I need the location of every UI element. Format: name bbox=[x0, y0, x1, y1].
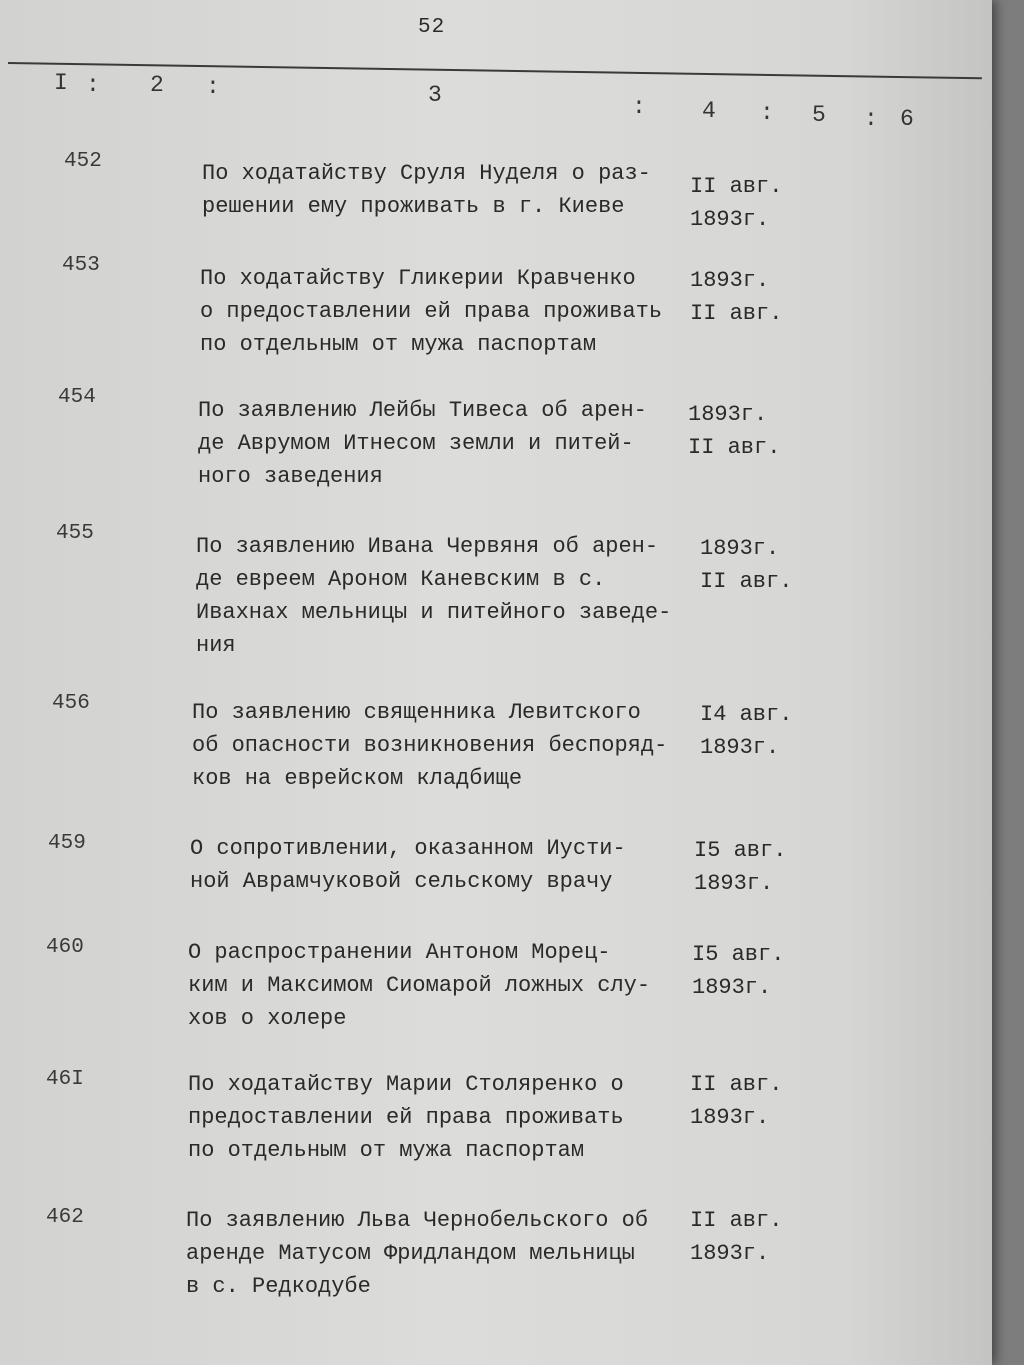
entry-date bbox=[688, 398, 798, 464]
entry-title-line: об опасности возникновения беспоряд- bbox=[192, 733, 668, 758]
entry-date-line: I5 авг. bbox=[694, 838, 787, 863]
entry-title bbox=[202, 157, 702, 223]
entry-date bbox=[700, 698, 810, 764]
entry-date-line: II авг. bbox=[690, 174, 783, 199]
column-separator: : bbox=[760, 100, 774, 126]
entry-title bbox=[188, 936, 688, 1035]
entry-title-line: ного заведения bbox=[198, 464, 383, 489]
entry-number: 452 bbox=[64, 150, 102, 173]
entry-date-line: 1893г. bbox=[690, 268, 770, 293]
column-header-3: 3 bbox=[428, 82, 442, 108]
entry-title-line: ной Аврамчуковой сельскому врачу bbox=[190, 869, 613, 894]
entry-title-line: в с. Редкодубе bbox=[186, 1274, 371, 1299]
entry-number: 459 bbox=[48, 832, 86, 855]
entry-date-line: II авг. bbox=[688, 435, 781, 460]
entry-title-line: по отдельным от мужа паспортам bbox=[188, 1138, 585, 1163]
column-separator: : bbox=[206, 74, 220, 100]
column-header-1: I bbox=[54, 70, 68, 96]
column-header-6: 6 bbox=[900, 106, 914, 132]
column-separator: : bbox=[86, 72, 100, 98]
entry-number: 453 bbox=[62, 254, 100, 277]
column-header-2: 2 bbox=[150, 72, 164, 98]
entry-title-line: По заявлению Ивана Червяня об арен- bbox=[196, 534, 659, 559]
entry-date-line: 1893г. bbox=[690, 1105, 770, 1130]
entry-title-line: По ходатайству Марии Столяренко о bbox=[188, 1072, 624, 1097]
entry-title bbox=[198, 394, 698, 493]
entry-number: 456 bbox=[52, 692, 90, 715]
entry-date bbox=[690, 264, 800, 330]
entry-title-line: решении ему проживать в г. Киеве bbox=[202, 194, 625, 219]
column-separator: : bbox=[632, 94, 646, 120]
entry-title bbox=[186, 1204, 686, 1303]
entry-date-line: I5 авг. bbox=[692, 942, 785, 967]
entry-title-line: ния bbox=[196, 633, 236, 658]
entry-date-line: 1893г. bbox=[700, 536, 780, 561]
entry-date-line: 1893г. bbox=[694, 871, 774, 896]
column-header-5: 5 bbox=[812, 102, 826, 128]
entry-title-line: По заявлению Льва Чернобельского об bbox=[186, 1208, 649, 1233]
column-header-4: 4 bbox=[702, 98, 716, 124]
entry-title-line: ков на еврейском кладбище bbox=[192, 766, 523, 791]
entry-title-line: По ходатайству Гликерии Кравченко bbox=[200, 266, 636, 291]
entry-date bbox=[700, 532, 810, 598]
entry-title bbox=[196, 530, 696, 662]
entry-date bbox=[692, 938, 802, 1004]
entry-date-line: 1893г. bbox=[688, 402, 768, 427]
entry-date bbox=[690, 170, 800, 236]
entry-number: 462 bbox=[46, 1206, 84, 1229]
entry-title-line: О распространении Антоном Морец- bbox=[188, 940, 611, 965]
entry-title bbox=[200, 262, 700, 361]
entry-title bbox=[190, 832, 690, 898]
entry-title-line: хов о холере bbox=[188, 1006, 347, 1031]
entry-title-line: де Аврумом Итнесом земли и питей- bbox=[198, 431, 634, 456]
page-number: 52 bbox=[418, 16, 446, 39]
entry-title-line: По заявлению Лейбы Тивеса об арен- bbox=[198, 398, 647, 423]
entry-title-line: о предоставлении ей права проживать bbox=[200, 299, 663, 324]
entry-date bbox=[690, 1068, 800, 1134]
entry-date-line: II авг. bbox=[690, 301, 783, 326]
entry-title-line: О сопротивлении, оказанном Иусти- bbox=[190, 836, 626, 861]
entry-number: 455 bbox=[56, 522, 94, 545]
entry-date-line: II авг. bbox=[690, 1208, 783, 1233]
column-separator: : bbox=[864, 106, 878, 132]
entry-date-line: 1893г. bbox=[690, 207, 770, 232]
entry-title-line: Ивахнах мельницы и питейного заведе- bbox=[196, 600, 672, 625]
entry-title bbox=[188, 1068, 688, 1167]
entry-number: 460 bbox=[46, 936, 84, 959]
entry-date-line: II авг. bbox=[690, 1072, 783, 1097]
entry-number: 46I bbox=[46, 1068, 84, 1091]
entry-title-line: По заявлению священника Левитского bbox=[192, 700, 641, 725]
entry-title-line: По ходатайству Сруля Нуделя о раз- bbox=[202, 161, 651, 186]
entry-date-line: 1893г. bbox=[700, 735, 780, 760]
entry-title bbox=[192, 696, 692, 795]
entry-title-line: аренде Матусом Фридландом мельницы bbox=[186, 1241, 635, 1266]
entry-date-line: 1893г. bbox=[690, 1241, 770, 1266]
entry-date-line: 1893г. bbox=[692, 975, 772, 1000]
entry-date bbox=[694, 834, 804, 900]
entry-date bbox=[690, 1204, 800, 1270]
entry-number: 454 bbox=[58, 386, 96, 409]
entry-date-line: I4 авг. bbox=[700, 702, 793, 727]
entry-title-line: предоставлении ей права проживать bbox=[188, 1105, 624, 1130]
entry-date-line: II авг. bbox=[700, 569, 793, 594]
entry-title-line: де евреем Ароном Каневским в с. bbox=[196, 567, 606, 592]
entry-title-line: ким и Максимом Сиомарой ложных слу- bbox=[188, 973, 651, 998]
entry-title-line: по отдельным от мужа паспортам bbox=[200, 332, 597, 357]
